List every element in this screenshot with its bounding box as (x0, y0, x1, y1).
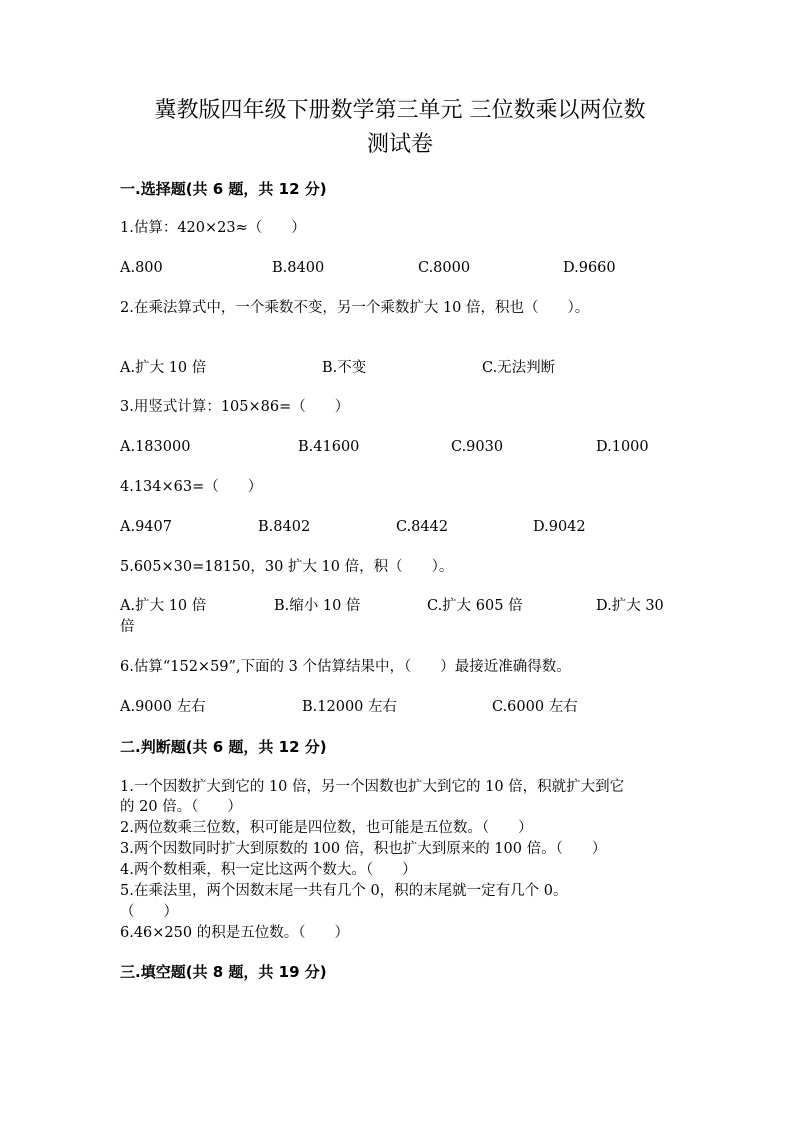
judge-question-1-line2: 的 20 倍。（ ） (120, 799, 242, 815)
choice-3-option-c: C.9030 (451, 439, 504, 455)
choice-1-option-d: D.9660 (563, 260, 616, 276)
choice-2-option-c: C.无法判断 (482, 360, 556, 376)
choice-1-option-a: A.800 (120, 260, 163, 276)
choice-question-6: 6.估算“152×59”,下面的 3 个估算结果中，（ ）最接近准确得数。 (120, 659, 571, 675)
choice-1-option-b: B.8400 (272, 260, 325, 276)
choice-question-4: 4.134×63=（ ） (120, 479, 263, 495)
page-title-line1: 冀教版四年级下册数学第三单元 三位数乘以两位数 (154, 98, 646, 123)
choice-4-option-d: D.9042 (533, 519, 586, 535)
choice-2-option-b: B.不变 (322, 360, 367, 376)
judge-question-6: 6.46×250 的积是五位数。（ ） (120, 925, 349, 941)
choice-question-2: 2.在乘法算式中，一个乘数不变，另一个乘数扩大 10 倍，积也（ ）。 (120, 300, 590, 316)
choice-6-option-a: A.9000 左右 (120, 699, 206, 715)
section-heading-fill: 三.填空题(共 8 题，共 19 分) (120, 963, 327, 981)
choice-3-option-a: A.183000 (120, 439, 191, 455)
judge-question-5-line1: 5.在乘法里，两个因数末尾一共有几个 0，积的末尾就一定有几个 0。 (120, 883, 568, 899)
choice-6-option-c: C.6000 左右 (492, 699, 578, 715)
choice-2-option-a: A.扩大 10 倍 (120, 360, 207, 376)
choice-5-option-b: B.缩小 10 倍 (274, 598, 361, 614)
choice-4-option-c: C.8442 (396, 519, 449, 535)
section-heading-judge: 二.判断题(共 6 题，共 12 分) (120, 738, 327, 756)
choice-3-option-b: B.41600 (298, 439, 360, 455)
section-heading-choice: 一.选择题(共 6 题，共 12 分) (120, 180, 327, 198)
judge-question-5-line2: （ ） (120, 904, 178, 920)
choice-5-option-c: C.扩大 605 倍 (427, 598, 523, 614)
choice-4-option-a: A.9407 (120, 519, 172, 535)
judge-question-4: 4.两个数相乘，积一定比这两个数大。（ ） (120, 862, 417, 878)
choice-question-1: 1.估算：420×23≈（ ） (120, 220, 306, 236)
choice-question-3: 3.用竖式计算：105×86=（ ） (120, 399, 350, 415)
judge-question-3: 3.两个因数同时扩大到原数的 100 倍，积也扩大到原来的 100 倍。（ ） (120, 841, 607, 857)
choice-5-option-a: A.扩大 10 倍 (120, 598, 207, 614)
judge-question-1-line1: 1.一个因数扩大到它的 10 倍，另一个因数也扩大到它的 10 倍，积就扩大到它 (120, 779, 625, 795)
choice-5-option-d-wrap: 倍 (120, 619, 135, 635)
choice-question-5: 5.605×30=18150，30 扩大 10 倍，积（ ）。 (120, 559, 454, 575)
choice-4-option-b: B.8402 (258, 519, 311, 535)
choice-1-option-c: C.8000 (418, 260, 471, 276)
choice-5-option-d: D.扩大 30 (596, 598, 664, 614)
choice-6-option-b: B.12000 左右 (302, 699, 398, 715)
page-title-line2: 测试卷 (366, 132, 433, 157)
judge-question-2: 2.两位数乘三位数，积可能是四位数，也可能是五位数。（ ） (120, 820, 533, 836)
choice-3-option-d: D.1000 (596, 439, 649, 455)
